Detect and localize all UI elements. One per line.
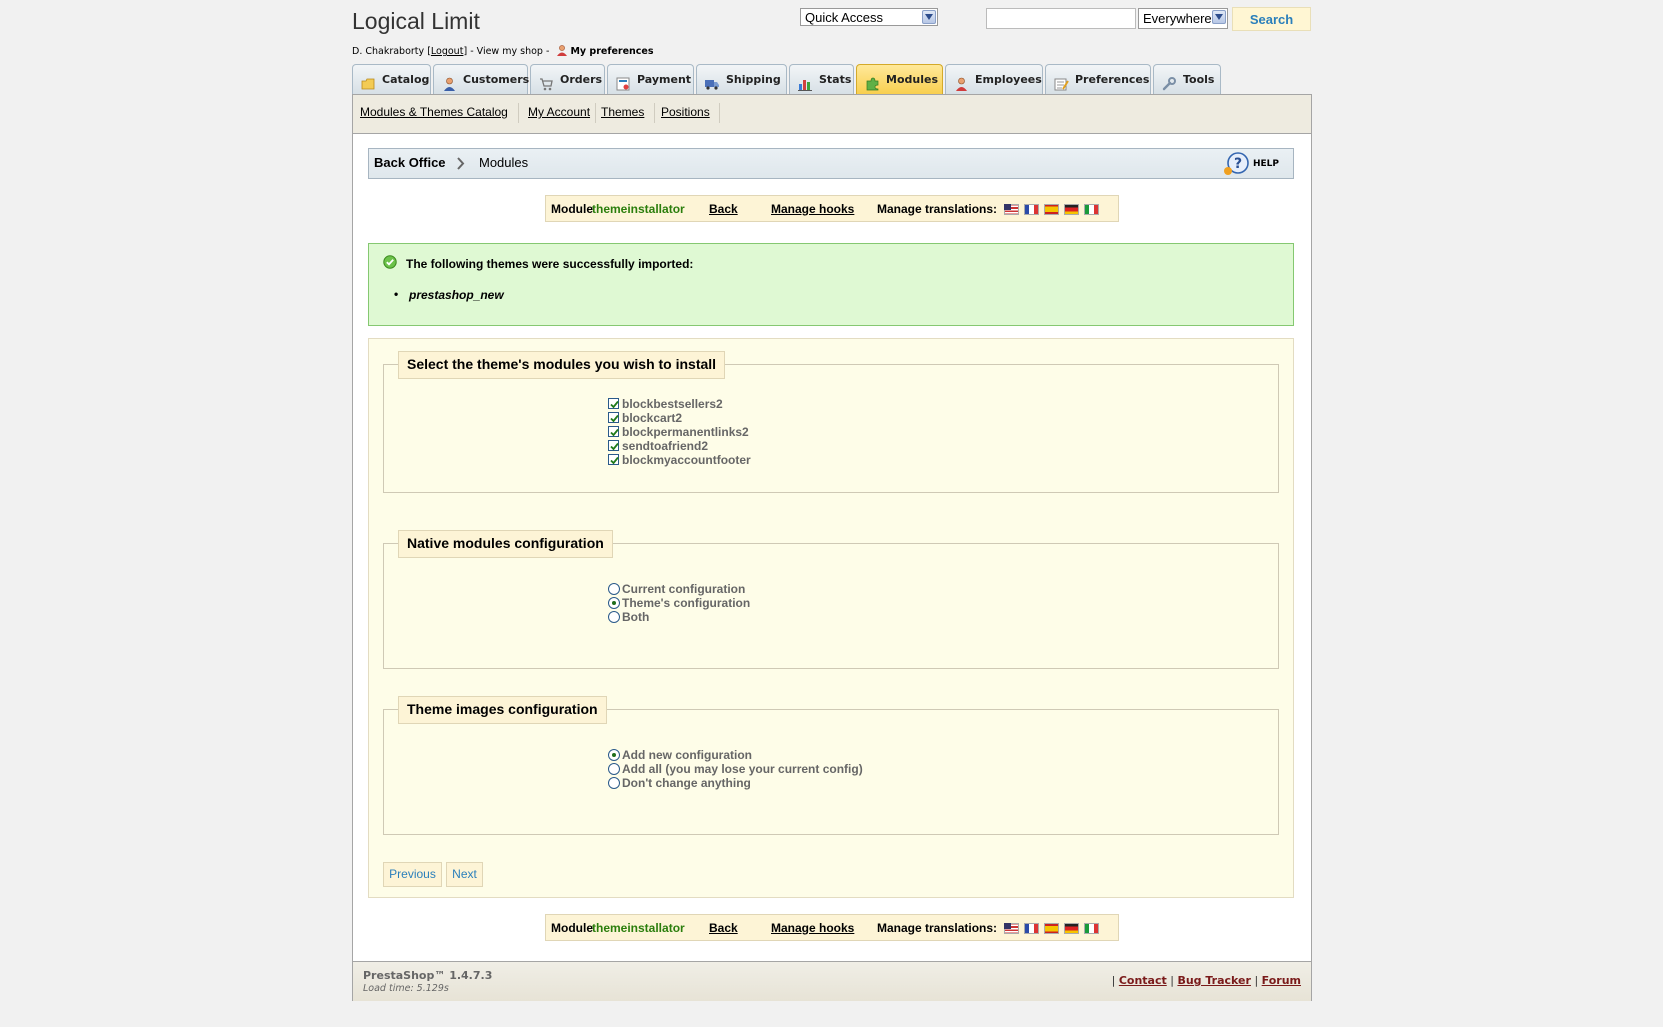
forum-link[interactable]: Forum (1261, 974, 1301, 987)
module-name: themeinstallator (592, 202, 685, 216)
breadcrumb-current: Modules (479, 155, 529, 170)
manage-translations-label: Manage translations: (877, 202, 998, 216)
native-config-fieldset (383, 535, 1279, 669)
subnav-separator (518, 103, 519, 123)
employee-icon (954, 73, 969, 87)
footer (353, 961, 1311, 1001)
option-label: Add all (you may lose your current config) (622, 762, 863, 776)
folder-icon (361, 73, 376, 87)
modules-legend: Select the theme's modules you wish to install (398, 351, 725, 379)
version-label: PrestaShop™ 1.4.7.3 (363, 969, 493, 982)
previous-button[interactable]: Previous (383, 862, 442, 887)
checkbox[interactable] (608, 426, 619, 437)
truck-icon (705, 73, 720, 87)
option-label: blockbestsellers2 (622, 397, 723, 411)
bracket-close: ] (463, 46, 468, 57)
tab-stats[interactable] (789, 64, 854, 94)
sub-navigation (353, 95, 1311, 134)
subnav-themes[interactable]: Themes (601, 105, 645, 119)
us-flag-icon[interactable] (1004, 204, 1019, 215)
tab-label: Catalog (382, 73, 430, 86)
separator: - (470, 46, 474, 57)
view-shop-link[interactable]: View my shop (476, 46, 543, 57)
module-prefix: Module (551, 921, 593, 935)
fr-flag-icon[interactable] (1024, 923, 1039, 934)
translation-flags (1004, 923, 1104, 937)
tab-label: Orders (560, 73, 603, 86)
option-label: Both (622, 610, 650, 624)
preferences-link[interactable]: My preferences (570, 46, 654, 57)
shop-title: Logical Limit (352, 8, 480, 34)
checkbox[interactable] (608, 440, 619, 451)
fr-flag-icon[interactable] (1024, 204, 1039, 215)
success-message (368, 243, 1294, 326)
module-name: themeinstallator (592, 921, 685, 935)
tab-label: Tools (1183, 73, 1215, 86)
images-config-fieldset (383, 701, 1279, 835)
load-time: Load time: 5.129s (363, 983, 449, 994)
quick-access-select[interactable] (800, 8, 938, 26)
it-flag-icon[interactable] (1084, 923, 1099, 934)
tab-label: Employees (975, 73, 1042, 86)
manage-hooks-link[interactable]: Manage hooks (771, 202, 855, 216)
wrench-icon (1162, 73, 1177, 87)
tab-label: Payment (637, 73, 692, 86)
puzzle-icon (865, 73, 880, 87)
checkbox[interactable] (608, 412, 619, 423)
help-button[interactable] (1223, 152, 1285, 176)
theme-install-form (368, 338, 1294, 898)
tab-employees[interactable] (945, 64, 1043, 94)
subnav-positions[interactable]: Positions (661, 105, 710, 119)
modules-fieldset (383, 356, 1279, 493)
chevron-down-icon (922, 10, 936, 24)
contact-link[interactable]: Contact (1118, 974, 1167, 987)
radio-button[interactable] (608, 763, 620, 775)
search-scope-label: Everywhere (1143, 11, 1212, 26)
radio-button[interactable] (608, 777, 620, 789)
logout-link[interactable]: Logout (430, 46, 464, 57)
tab-preferences[interactable] (1045, 64, 1151, 94)
main-frame (352, 94, 1312, 1001)
option-label: Don't change anything (622, 776, 751, 790)
tab-shipping[interactable] (696, 64, 787, 94)
tab-label: Modules (886, 73, 938, 86)
option-label: blockcart2 (622, 411, 683, 425)
checkbox[interactable] (608, 398, 619, 409)
subnav-separator (654, 103, 655, 123)
subnav-modules-themes-catalog[interactable]: Modules & Themes Catalog (360, 105, 508, 119)
bar-chart-icon (798, 73, 813, 87)
es-flag-icon[interactable] (1044, 204, 1059, 215)
module-toolbar-top (545, 195, 1119, 222)
subnav-my-account[interactable]: My Account (528, 105, 591, 119)
search-scope-select[interactable] (1138, 8, 1228, 29)
subnav-separator (719, 103, 720, 123)
preferences-icon (1054, 73, 1069, 87)
radio-button[interactable] (608, 597, 620, 609)
tab-label: Customers (463, 73, 530, 86)
tab-orders[interactable] (530, 64, 605, 94)
help-label: HELP (1253, 159, 1280, 169)
tab-catalog[interactable] (352, 64, 431, 94)
imported-theme: • prestashop_new (409, 288, 504, 302)
subnav-separator (595, 103, 596, 123)
footer-links: | Contact | Bug Tracker | Forum (1111, 974, 1301, 987)
user-name: D. Chakraborty (352, 46, 425, 57)
cart-icon (539, 73, 554, 87)
chevron-down-icon (1212, 10, 1226, 24)
tab-customers[interactable] (433, 64, 528, 94)
separator: - (545, 46, 550, 57)
success-title: The following themes were successfully imported: (406, 257, 694, 271)
native-config-legend: Native modules configuration (398, 530, 613, 558)
translation-flags (1004, 204, 1104, 218)
radio-button[interactable] (608, 749, 620, 761)
person-icon (556, 44, 568, 56)
next-button[interactable]: Next (446, 862, 483, 887)
tab-payment[interactable] (607, 64, 694, 94)
radio-button[interactable] (608, 611, 620, 623)
option-label: Theme's configuration (622, 596, 751, 610)
payment-icon (616, 73, 631, 87)
bug-tracker-link[interactable]: Bug Tracker (1177, 974, 1251, 987)
bracket-open: [ (427, 46, 431, 57)
customer-icon (442, 73, 457, 87)
module-toolbar-bottom (545, 914, 1119, 941)
option-label: Current configuration (622, 582, 746, 596)
radio-button[interactable] (608, 583, 620, 595)
tab-tools[interactable] (1153, 64, 1221, 94)
search-input[interactable] (986, 8, 1136, 29)
de-flag-icon[interactable] (1064, 923, 1079, 934)
de-flag-icon[interactable] (1064, 204, 1079, 215)
chevron-right-icon (456, 157, 465, 174)
check-circle-icon (383, 255, 397, 272)
es-flag-icon[interactable] (1044, 923, 1059, 934)
quick-access-label: Quick Access (805, 10, 884, 25)
search-button[interactable]: Search (1232, 7, 1311, 31)
manage-translations-label: Manage translations: (877, 921, 998, 935)
breadcrumb-root[interactable]: Back Office (374, 155, 446, 170)
option-label: Add new configuration (622, 748, 752, 762)
tab-label: Stats (819, 73, 852, 86)
option-label: sendtoafriend2 (622, 439, 709, 453)
breadcrumb (368, 148, 1294, 179)
option-label: blockmyaccountfooter (622, 453, 751, 467)
tab-modules[interactable] (856, 64, 943, 94)
us-flag-icon[interactable] (1004, 923, 1019, 934)
module-prefix: Module (551, 202, 593, 216)
tab-label: Shipping (726, 73, 781, 86)
it-flag-icon[interactable] (1084, 204, 1099, 215)
manage-hooks-link[interactable]: Manage hooks (771, 921, 855, 935)
user-bar (352, 44, 654, 57)
tab-label: Preferences (1075, 73, 1150, 86)
help-icon (1223, 152, 1251, 176)
option-label: blockpermanentlinks2 (622, 425, 749, 439)
back-link[interactable]: Back (709, 202, 738, 216)
back-link[interactable]: Back (709, 921, 738, 935)
checkbox[interactable] (608, 454, 619, 465)
images-config-legend: Theme images configuration (398, 696, 607, 724)
svg-text:?: ? (1233, 156, 1243, 172)
